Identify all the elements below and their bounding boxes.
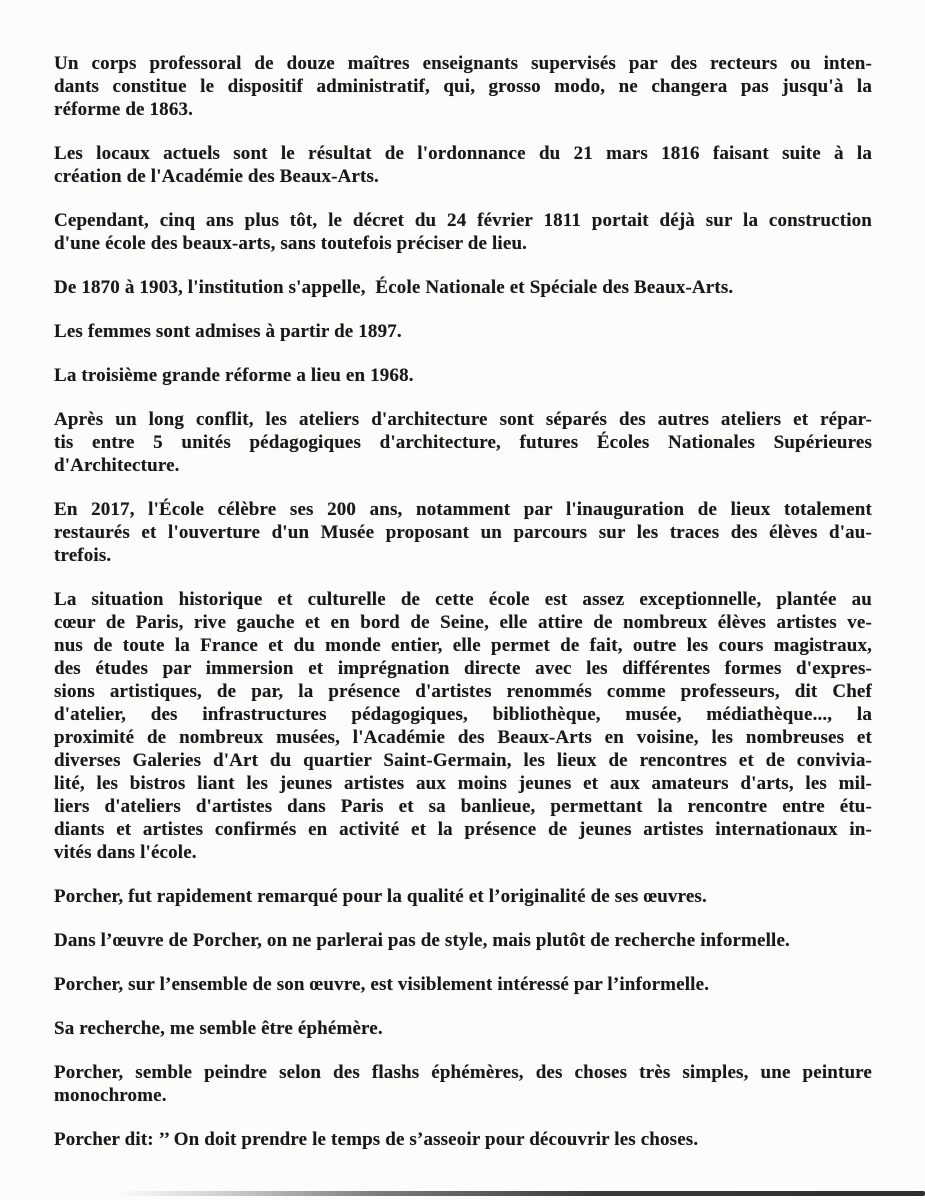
text-line: création de l'Académie des Beaux-Arts.: [54, 166, 379, 187]
text-line: des études par immersion et imprégnation directe avec les différentes formes d'expres-: [54, 658, 872, 679]
text-line: cœur de Paris, rive gauche et en bord de Seine, elle attire de nombreux élèves artistes ve-: [54, 612, 872, 633]
paragraph: [54, 276, 872, 299]
text-line: diverses Galeries d'Art du quartier Saint-Germain, les lieux de rencontres et de convivia-: [54, 750, 872, 771]
paragraph: [54, 885, 872, 908]
scan-edge-artifact: [118, 1191, 925, 1196]
text-line: restaurés et l'ouverture d'un Musée proposant un parcours sur les traces des élèves d'au-: [54, 522, 872, 543]
text-line: Un corps professoral de douze maîtres enseignants supervisés par des recteurs ou inten-: [54, 53, 872, 74]
text-line: Cependant, cinq ans plus tôt, le décret du 24 février 1811 portait déjà sur la construction: [54, 210, 872, 231]
paragraph: [54, 498, 872, 567]
document-text: [54, 52, 872, 1172]
paragraph: [54, 209, 872, 255]
text-line: La troisième grande réforme a lieu en 1968.: [54, 365, 414, 386]
paragraph: [54, 1017, 872, 1040]
paragraph: [54, 588, 872, 864]
text-line: En 2017, l'École célèbre ses 200 ans, notamment par l'inauguration de lieux totalement: [54, 499, 872, 520]
text-line: Porcher, sur l’ensemble de son œuvre, est visiblement intéressé par l’informelle.: [54, 974, 710, 995]
text-line: diants et artistes confirmés en activité et la présence de jeunes artistes internationaux in-: [54, 819, 872, 840]
paragraph: [54, 142, 872, 188]
text-line: De 1870 à 1903, l'institution s'appelle, École Nationale et Spéciale des Beaux-Arts.: [54, 277, 734, 298]
paragraph: [54, 320, 872, 343]
text-line: sions artistiques, de par, la présence d'artistes renommés comme professeurs, dit Chef: [54, 681, 872, 702]
text-line: monochrome.: [54, 1085, 167, 1106]
text-line: La situation historique et culturelle de cette école est assez exceptionnelle, plantée au: [54, 589, 872, 610]
text-line: Sa recherche, me semble être éphémère.: [54, 1018, 383, 1039]
text-line: d'une école des beaux-arts, sans toutefois préciser de lieu.: [54, 233, 528, 254]
text-line: d'atelier, des infrastructures pédagogiques, bibliothèque, musée, médiathèque..., la: [54, 704, 872, 725]
paragraph: [54, 52, 872, 121]
text-line: d'Architecture.: [54, 455, 180, 476]
text-line: tis entre 5 unités pédagogiques d'architecture, futures Écoles Nationales Supérieures: [54, 432, 872, 453]
text-line: dants constitue le dispositif administratif, qui, grosso modo, ne changera pas jusqu'à la: [54, 76, 872, 97]
text-line: Porcher dit: ’’ On doit prendre le temps de s’asseoir pour découvrir les choses.: [54, 1129, 699, 1150]
text-line: Porcher, semble peindre selon des flashs éphémères, des choses très simples, une peinture: [54, 1062, 872, 1083]
paragraph: [54, 364, 872, 387]
paragraph: [54, 1128, 872, 1151]
text-line: proximité de nombreux musées, l'Académie des Beaux-Arts en voisine, les nombreuses et: [54, 727, 872, 748]
text-line: Les femmes sont admises à partir de 1897.: [54, 321, 402, 342]
paragraph: [54, 1061, 872, 1107]
text-line: Dans l’œuvre de Porcher, on ne parlerai pas de style, mais plutôt de recherche informelle.: [54, 930, 790, 951]
text-line: Porcher, fut rapidement remarqué pour la qualité et l’originalité de ses œuvres.: [54, 886, 707, 907]
paragraph: [54, 929, 872, 952]
text-line: nus de toute la France et du monde entier, elle permet de fait, outre les cours magistraux,: [54, 635, 872, 656]
text-line: liers d'ateliers d'artistes dans Paris et sa banlieue, permettant la rencontre entre étu-: [54, 796, 872, 817]
text-line: Après un long conflit, les ateliers d'architecture sont séparés des autres ateliers et répar-: [54, 409, 872, 430]
text-line: Les locaux actuels sont le résultat de l'ordonnance du 21 mars 1816 faisant suite à la: [54, 143, 872, 164]
paragraph: [54, 408, 872, 477]
text-line: trefois.: [54, 545, 112, 566]
text-line: vités dans l'école.: [54, 842, 197, 863]
text-line: réforme de 1863.: [54, 99, 194, 120]
text-line: lité, les bistros liant les jeunes artistes aux moins jeunes et aux amateurs d'arts, les mil-: [54, 773, 872, 794]
paragraph: [54, 973, 872, 996]
